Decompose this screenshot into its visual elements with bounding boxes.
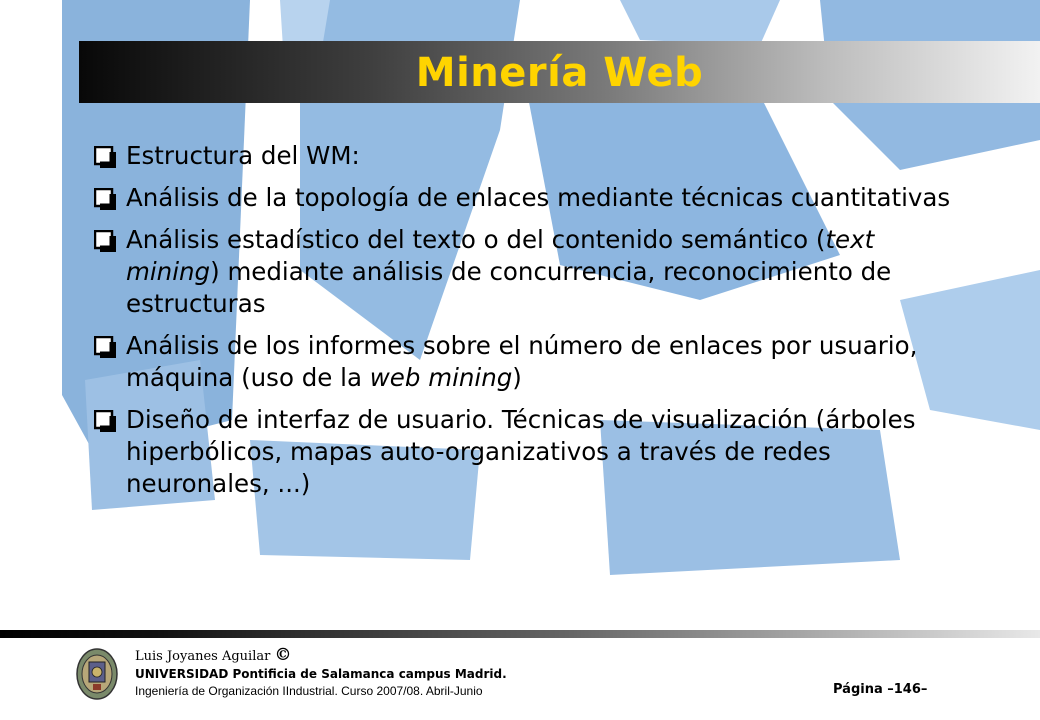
checkbox-bullet-icon bbox=[94, 230, 116, 252]
author-name: Luis Joyanes Aguilar bbox=[135, 649, 271, 664]
bullet-item bbox=[92, 140, 952, 172]
bullet-item bbox=[92, 224, 952, 320]
bullet-text-part: Análisis de los informes sobre el número de enlaces por usuario, máquina (uso de la bbox=[126, 331, 918, 392]
bullet-item bbox=[92, 182, 952, 214]
bullet-text bbox=[126, 405, 916, 498]
footer-course: Ingeniería de Organización IIndustrial. Curso 2007/08. Abril-Junio bbox=[135, 684, 483, 698]
bullet-item bbox=[92, 404, 952, 500]
bullet-text bbox=[126, 183, 950, 212]
bullet-text-part: ) mediante análisis de concurrencia, reconocimiento de estructuras bbox=[126, 257, 892, 318]
footer-divider bbox=[0, 630, 1040, 638]
footer-university: UNIVERSIDAD Pontificia de Salamanca campus Madrid. bbox=[135, 667, 507, 681]
bullet-text-italic: text mining bbox=[126, 225, 875, 286]
checkbox-bullet-icon bbox=[94, 410, 116, 432]
checkbox-bullet-icon bbox=[94, 146, 116, 168]
copyright-symbol: © bbox=[274, 645, 292, 665]
bullet-text-part: Análisis de la topología de enlaces mediante técnicas cuantitativas bbox=[126, 183, 951, 212]
bullet-text bbox=[126, 141, 360, 170]
bullet-text-part: Diseño de interfaz de usuario. Técnicas de visualización (árboles hiperbólicos, mapas auto-organizativos a través de redes neuronales, ...) bbox=[126, 405, 916, 498]
slide-title: Minería Web bbox=[415, 50, 704, 96]
bullet-text bbox=[126, 331, 917, 392]
bullet-list bbox=[92, 140, 952, 510]
checkbox-bullet-icon bbox=[94, 188, 116, 210]
bullet-text bbox=[126, 225, 891, 318]
bullet-text-italic: web mining bbox=[369, 363, 513, 392]
bullet-item bbox=[92, 330, 952, 394]
page-number: Página –146– bbox=[833, 682, 928, 697]
footer-author bbox=[135, 645, 291, 665]
bullet-text-part: Análisis estadístico del texto o del contenido semántico ( bbox=[126, 225, 826, 254]
checkbox-bullet-icon bbox=[94, 336, 116, 358]
university-seal-icon bbox=[76, 648, 118, 700]
bullet-text-part: Estructura del WM: bbox=[126, 141, 360, 170]
bullet-text-part: ) bbox=[512, 363, 522, 392]
